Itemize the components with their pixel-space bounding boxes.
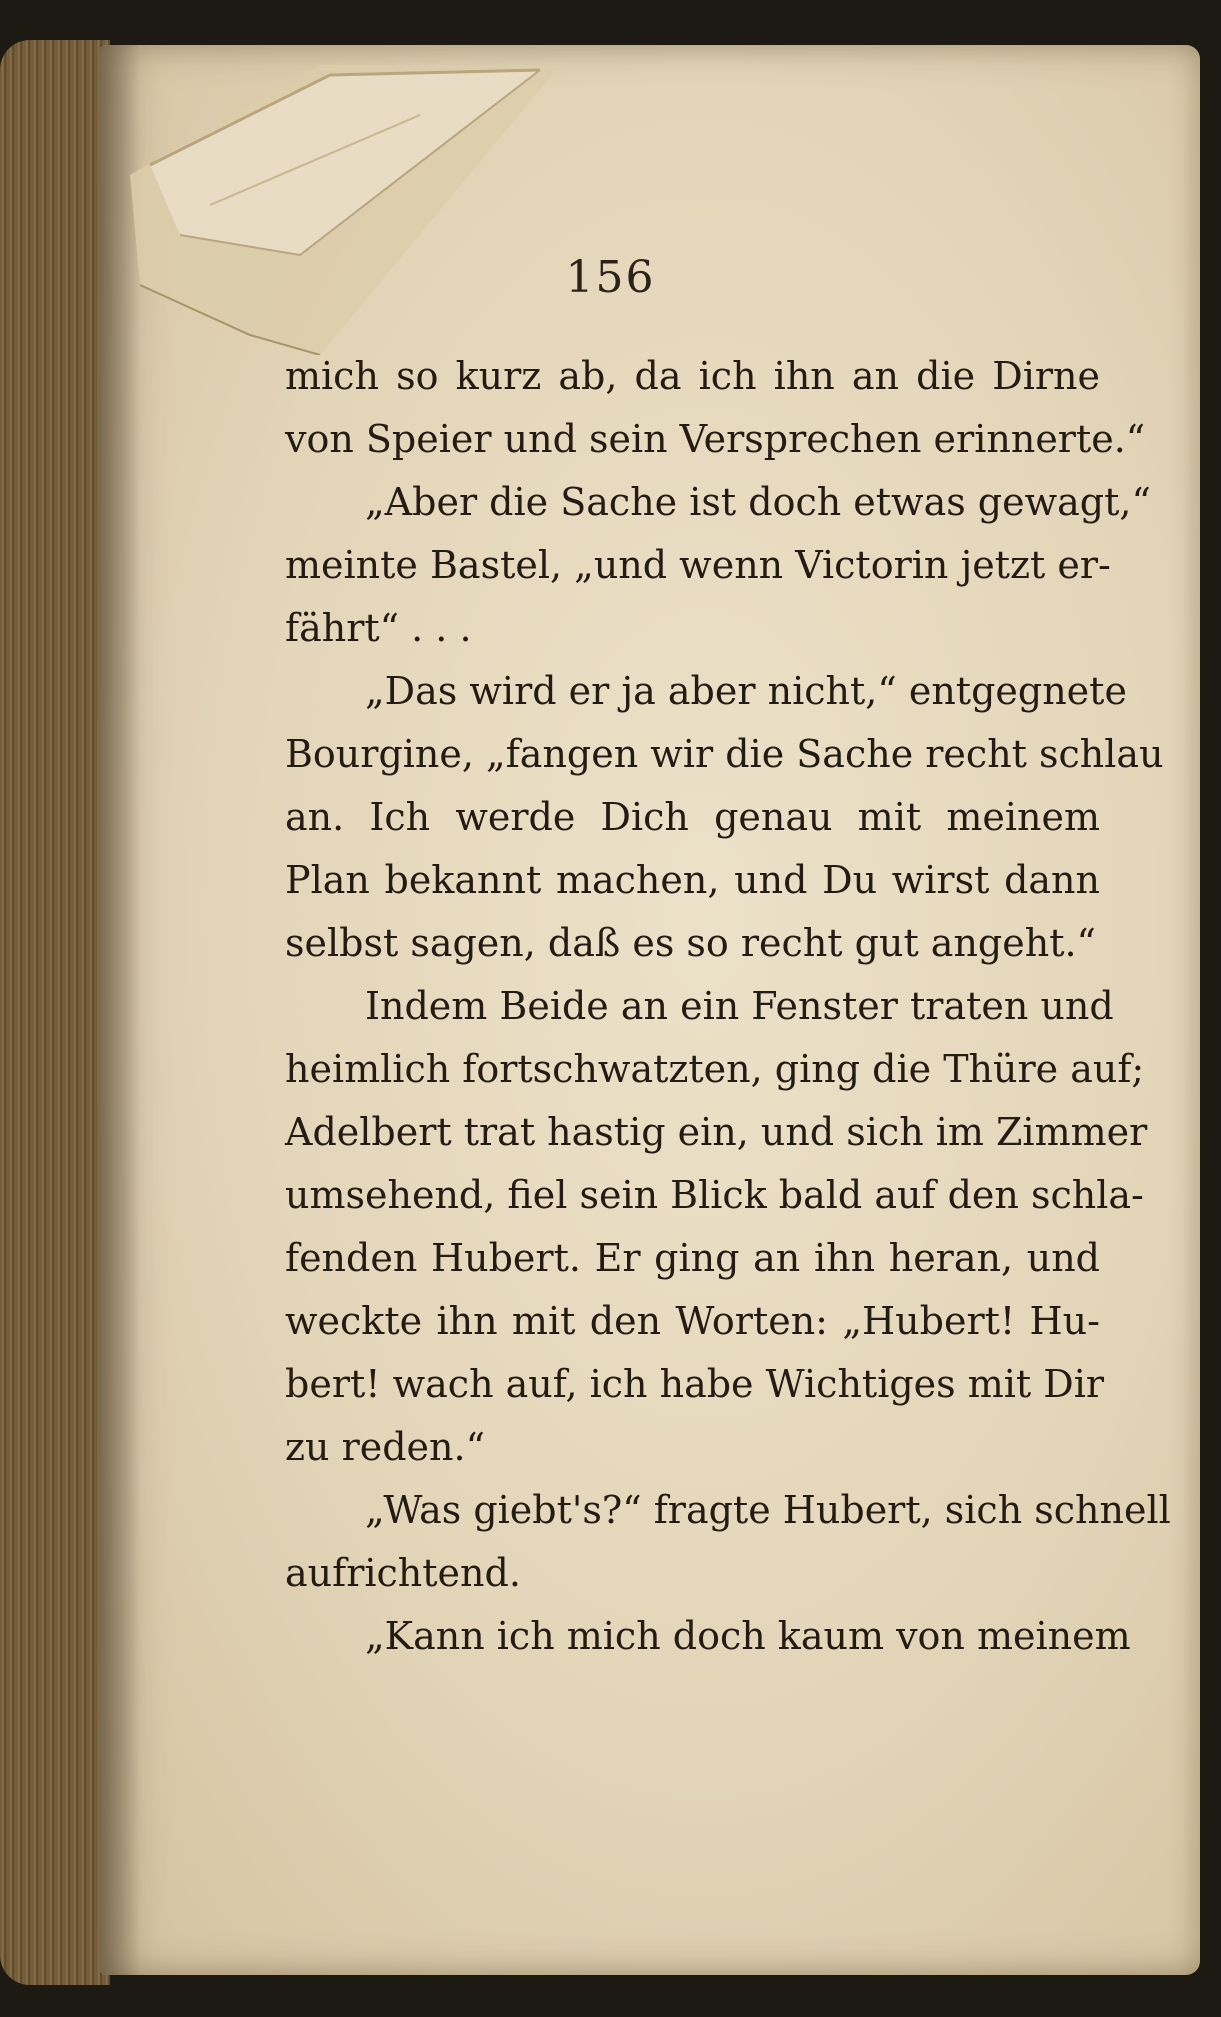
body-text: [285, 345, 1171, 1668]
text-line: aufrichtend.: [285, 1551, 521, 1595]
text-line: meinte Bastel, „und wenn Victorin jetzt er-: [285, 543, 1111, 587]
text-line: Bourgine, „fangen wir die Sache recht schlau: [285, 732, 1164, 776]
text-line: umsehend, fiel sein Blick bald auf den schla-: [285, 1173, 1144, 1217]
text-line: heimlich fortschwatzten, ging die Thüre auf;: [285, 1047, 1145, 1091]
page-stack-edge: [0, 40, 110, 1985]
text-line: selbst sagen, daß es so recht gut angeht.“: [285, 921, 1096, 965]
text-line: Indem Beide an ein Fenster traten und: [365, 984, 1114, 1028]
page-number: 156: [565, 252, 656, 303]
text-line: „Aber die Sache ist doch etwas gewagt,“: [365, 480, 1151, 524]
text-line: von Speier und sein Versprechen erinnerte.“: [285, 417, 1146, 461]
folded-corner-icon: [120, 55, 580, 355]
text-line: Adelbert trat hastig ein, und sich im Zimmer: [285, 1110, 1148, 1154]
text-line: mich so kurz ab, da ich ihn an die Dirne: [285, 354, 1100, 398]
text-line: „Das wird er ja aber nicht,“ entgegnete: [365, 669, 1127, 713]
text-line: „Kann ich mich doch kaum von meinem: [365, 1614, 1131, 1658]
text-line: zu reden.“: [285, 1425, 486, 1469]
text-line: an. Ich werde Dich genau mit meinem: [285, 795, 1100, 839]
text-line: weckte ihn mit den Worten: „Hubert! Hu-: [285, 1299, 1100, 1343]
text-line: fenden Hubert. Er ging an ihn heran, und: [285, 1236, 1100, 1280]
text-line: „Was giebt's?“ fragte Hubert, sich schnell: [365, 1488, 1171, 1532]
text-line: Plan bekannt machen, und Du wirst dann: [285, 858, 1100, 902]
text-line: bert! wach auf, ich habe Wichtiges mit Dir: [285, 1362, 1105, 1406]
text-line: fährt“ . . .: [285, 606, 472, 650]
